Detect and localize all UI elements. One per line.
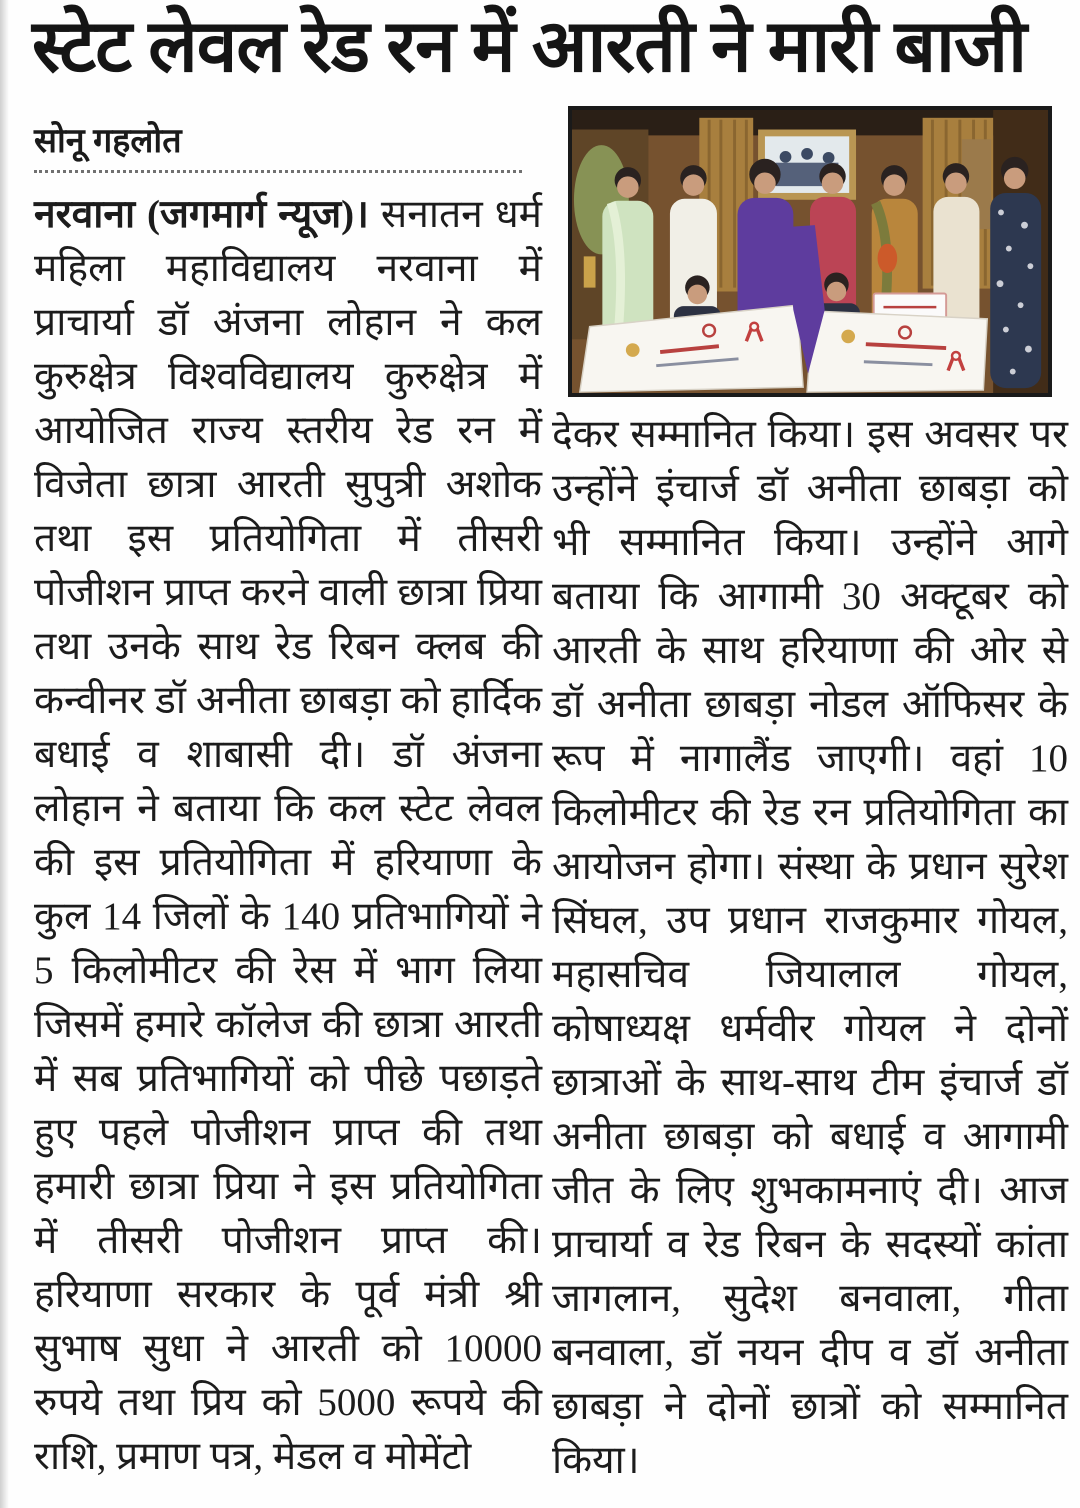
article-paragraph (552, 408, 1068, 1488)
article-column-right (552, 408, 1068, 1488)
certificate-board-right (807, 311, 987, 392)
body-text-left: सनातन धर्म महिला महाविद्यालय नरवाना में प्राचार्या डॉ अंजना लोहान ने कल कुरुक्षेत्र विश्वविद्यालय कुरुक्षेत्र में आयोजित राज्य स्तरीय रेड रन में विजेता छात्रा आरती सुपुत्री अशोक तथा इस प्रतियोगिता में तीसरी पोजीशन प्राप्त करने वाली छात्रा प्रिया तथा उनके साथ रेड रिबन क्लब की कन्वीनर डॉ अनीता छाबड़ा को हार्दिक बधाई व शाबासी दी। डॉ अंजना लोहान ने बताया कि कल स्टेट लेवल की इस प्रतियोगिता में हरियाणा के कुल 14 जिलों के 140 प्रतिभागियों ने 5 किलोमीटर की रेस में भाग लिया जिसमें हमारे कॉलेज की छात्रा आरती में सब प्रतिभागियों को पीछे पछाड़ते हुए पहले पोजीशन प्राप्त की तथा हमारी छात्रा प्रिया ने इस प्रतियोगिता में तीसरी पोजीशन प्राप्त की। हरियाणा सरकार के पूर्व मंत्री श्री सुभाष सुधा ने आरती को 10000 रुपये तथा प्रिय को 5000 रूपये की राशि, प्रमाण पत्र, मेडल व मोमेंटो (34, 193, 543, 1478)
headline: स्टेट लेवल रेड रन में आरती ने मारी बाजी (32, 6, 1026, 87)
article-column-left (34, 188, 542, 1484)
dateline: नरवाना (जगमार्ग न्यूज)। (34, 193, 369, 236)
scan-edge-artifact (0, 0, 9, 1508)
group-photo-illustration (572, 110, 1048, 393)
body-text-right: देकर सम्मानित किया। इस अवसर पर उन्होंने इंचार्ज डॉ अनीता छाबड़ा को भी सम्मानित किया। उन्होंने आगे बताया कि आगामी 30 अक्टूबर को आरती के साथ हरियाणा की ओर से डॉ अनीता छाबड़ा नोडल ऑफिसर के रूप में नागालैंड जाएगी। वहां 10 किलोमीटर की रेड रन प्रतियोगिता का आयोजन होगा। संस्था के प्रधान सुरेश सिंघल, उप प्रधान राजकुमार गोयल, महासचिव जियालाल गोयल, कोषाध्यक्ष धर्मवीर गोयल ने दोनों छात्राओं के साथ-साथ टीम इंचार्ज डॉ अनीता छाबड़ा को बधाई व आगामी जीत के लिए शुभकामनाएं दी। आज प्राचार्या व रेड रिबन के सदस्यों कांता जागलान, सुदेश बनवाला, गीता बनवाला, डॉ नयन दीप व डॉ अनीता छाबड़ा ने दोनों छात्रों को सम्मानित किया। (552, 413, 1068, 1482)
article-photo (568, 106, 1052, 397)
byline-author: सोनू गहलोत (34, 123, 182, 160)
byline (34, 116, 522, 173)
photo-trophy (584, 256, 596, 287)
article-paragraph (34, 188, 542, 1484)
